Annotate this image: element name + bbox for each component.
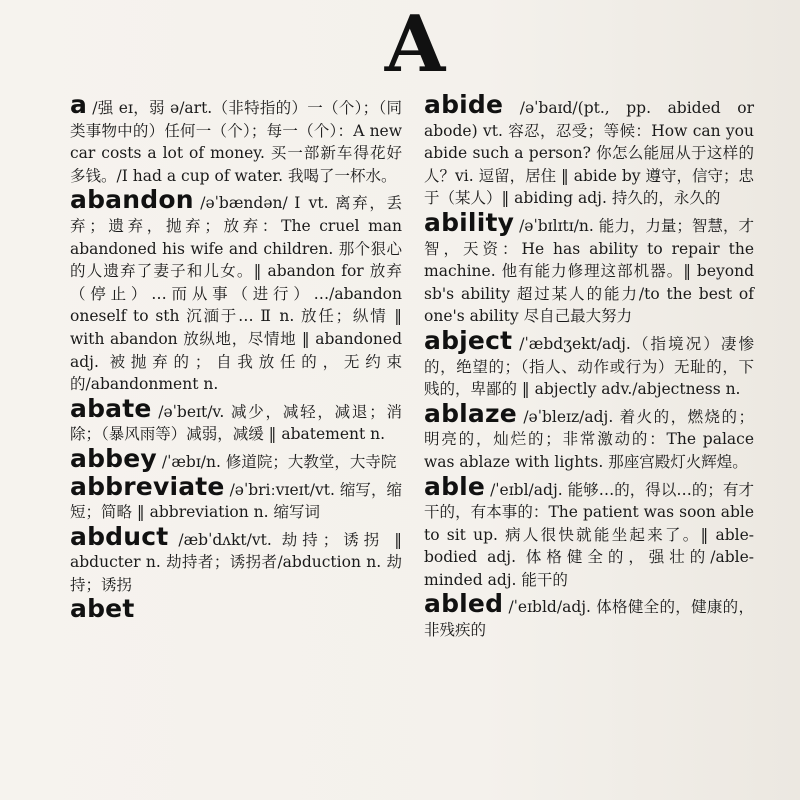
entry-abduct [70,521,402,597]
definition: /æbˈdʌkt/vt. 劫持；诱拐 ‖ abducter n. 劫持者；诱拐者/abduction n. 劫持；诱拐 [70,530,402,594]
headword: abbreviate [70,471,225,501]
headword: abide [424,90,504,119]
headword: able [424,471,486,501]
headword: abate [70,393,152,423]
headword: abandon [70,185,194,215]
definition: /ˈæbɪ/n. 修道院；大教堂，大寺院 [161,452,397,471]
headword: abled [424,589,504,619]
headword: abduct [70,521,169,551]
section-letter: A [384,0,446,90]
entry-abate [70,393,402,446]
entry-abet [70,594,402,624]
definition: /əˈbɪlɪtɪ/n. 能力，力量；智慧，才智，天资：He has ability to repair the machine. 他有能力修理这部机器。‖ beyond sb's ability 超过某人的能力/to the best of one's ability 尽自己最大努力 [424,216,754,326]
entry-a [70,90,402,187]
definition: /ˈeɪbl/adj. 能够…的，得以…的；有才干的，有本事的：The patient was soon able to sit up. 病人很快就能坐起来了。‖ able-bodied adj. 体格健全的，强壮的/able-minded adj. 能干的 [424,480,754,589]
right-column [424,90,754,644]
entry-abled [424,589,754,641]
definition: /ˈæbdʒekt/adj.（指境况）凄惨的，绝望的；（指人、动作或行为）无耻的，下贱的，卑鄙的 ‖ abjectly adv./abjectness n. [424,334,754,399]
definition: /əˈbeɪt/v. 减少，减轻，减退；消除；（暴风雨等）减弱，减缓 ‖ abatement n. [70,402,402,444]
headword: abbey [70,443,157,473]
headword: a [70,90,88,119]
headword: abet [70,594,135,624]
entry-abandon [70,185,402,395]
entry-abbey [70,443,402,474]
entry-abject [424,325,754,401]
definition: /əˈbaɪd/(pt., pp. abided or abode) vt. 容忍，忍受；等候：How can you abide such a person? 你怎么能屈从于这样的人？vi. 逗留，居住 ‖ abide by 遵守，信守；忠于（某人）‖ abiding adj. 持久的，永久的 [424,99,754,208]
definition: /ˈeɪbld/adj. 体格健全的，健康的，非残疾的 [424,598,754,640]
left-column [70,90,402,626]
entry-ability [424,207,754,328]
entry-abbreviate [70,471,402,524]
entry-able [424,471,754,592]
entry-abide [424,90,754,210]
definition: /强 eɪ，弱 ə/art.（非特指的）一（个）；（同类事物中的）任何一（个）；每一（个）：A new car costs a lot of money. 买一部新车得花好多钱。/I had a cup of water. 我喝了一杯水。 [70,99,402,185]
headword: abject [424,325,513,355]
definition: /əˈbleɪz/adj. 着火的，燃烧的；明亮的，灿烂的；非常激动的：The palace was ablaze with lights. 那座宫殿灯火辉煌。 [424,407,754,471]
definition: /əˈbændən/ Ⅰ vt. 离弃，丢弃；遗弃，抛弃；放弃：The cruel man abandoned his wife and children. 那个狠心的人遗弃了妻子和儿女。‖ abandon for 放弃（停止）…而从事（进行）…/abandon oneself to sth 沉湎于… Ⅱ n. 放任；纵情 ‖ with abandon 放纵地，尽情地 ‖ abandoned adj. 被抛弃的；自我放任的，无约束的/abandonment n. [70,194,402,394]
definition: /əˈbriːvɪeɪt/vt. 缩写，缩短；简略 ‖ abbreviation n. 缩写词 [70,480,402,522]
entry-ablaze [424,398,754,474]
headword: ablaze [424,398,517,428]
headword: ability [424,207,515,237]
